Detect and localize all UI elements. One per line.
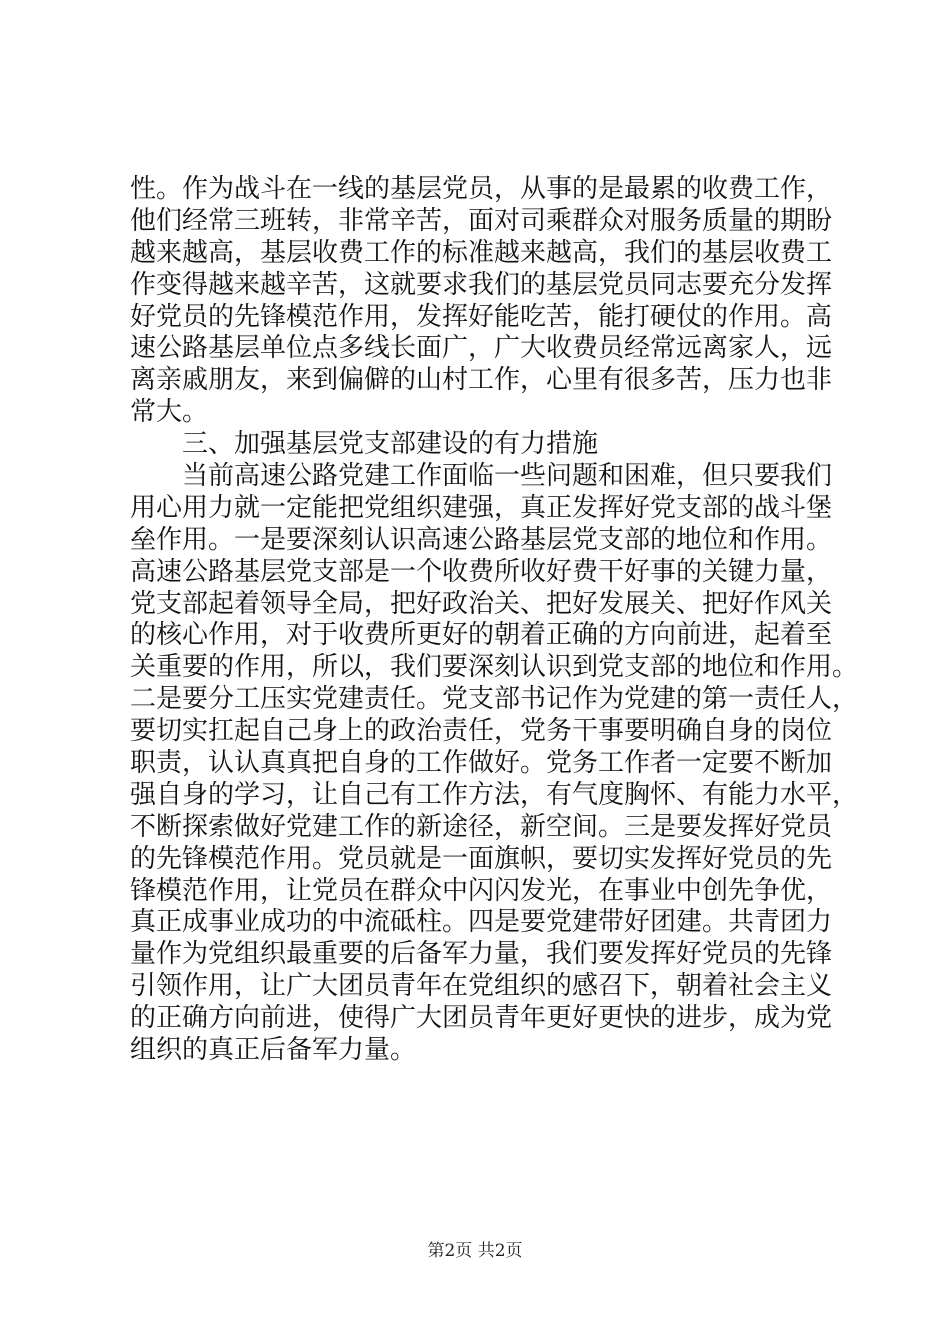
text-line: 他们经常三班转，非常辛苦，面对司乘群众对服务质量的期盼: [130, 205, 833, 236]
text-line: 离亲戚朋友，来到偏僻的山村工作，心里有很多苦，压力也非: [130, 365, 833, 396]
text-line: 用心用力就一定能把党组织建强，真正发挥好党支部的战斗堡: [130, 492, 833, 523]
text-line: 真正成事业成功的中流砥柱。四是要党建带好团建。共青团力: [130, 907, 833, 938]
text-line: 高速公路基层党支部是一个收费所收好费干好事的关键力量，: [130, 556, 833, 587]
text-line: 越来越高，基层收费工作的标准越来越高，我们的基层收费工: [130, 237, 833, 268]
text-line: 关重要的作用，所以，我们要深刻认识到党支部的地位和作用。: [130, 652, 859, 683]
text-line: 好党员的先锋模范作用，发挥好能吃苦，能打硬仗的作用。高: [130, 301, 833, 332]
text-line: 职责，认认真真把自身的工作做好。党务工作者一定要不断加: [130, 748, 833, 779]
text-line: 的核心作用，对于收费所更好的朝着正确的方向前进，起着至: [130, 620, 833, 651]
text-line: 党支部起着领导全局，把好政治关、把好发展关、把好作风关: [130, 588, 833, 619]
text-line: 量作为党组织最重要的后备军力量，我们要发挥好党员的先锋: [130, 939, 833, 970]
text-line: 强自身的学习，让自己有工作方法，有气度胸怀、有能力水平，: [130, 779, 859, 810]
text-line: 性。作为战斗在一线的基层党员，从事的是最累的收费工作，: [130, 174, 833, 204]
text-line: 引领作用，让广大团员青年在党组织的感召下，朝着社会主义: [130, 971, 833, 1002]
text-line: 作变得越来越辛苦，这就要求我们的基层党员同志要充分发挥: [130, 269, 833, 300]
text-line: 垒作用。一是要深刻认识高速公路基层党支部的地位和作用。: [130, 524, 833, 555]
section-heading: 三、加强基层党支部建设的有力措施: [182, 429, 599, 460]
text-line: 组织的真正后备军力量。: [130, 1035, 417, 1066]
text-line: 速公路基层单位点多线长面广，广大收费员经常远离家人，远: [130, 333, 833, 364]
text-line: 要切实扛起自己身上的政治责任，党务干事要明确自身的岗位: [130, 716, 833, 747]
text-line: 二是要分工压实党建责任。党支部书记作为党建的第一责任人，: [130, 684, 859, 715]
page-footer: 第2页 共2页: [427, 1241, 523, 1261]
text-line: 常大。: [130, 397, 209, 428]
text-line: 锋模范作用，让党员在群众中闪闪发光，在事业中创先争优，: [130, 875, 833, 906]
text-line: 当前高速公路党建工作面临一些问题和困难，但只要我们: [182, 461, 833, 492]
body-text: [130, 174, 859, 1067]
text-line: 的先锋模范作用。党员就是一面旗帜，要切实发挥好党员的先: [130, 843, 833, 874]
text-line: 不断探索做好党建工作的新途径，新空间。三是要发挥好党员: [130, 811, 833, 842]
text-line: 的正确方向前进，使得广大团员青年更好更快的进步，成为党: [130, 1003, 833, 1034]
